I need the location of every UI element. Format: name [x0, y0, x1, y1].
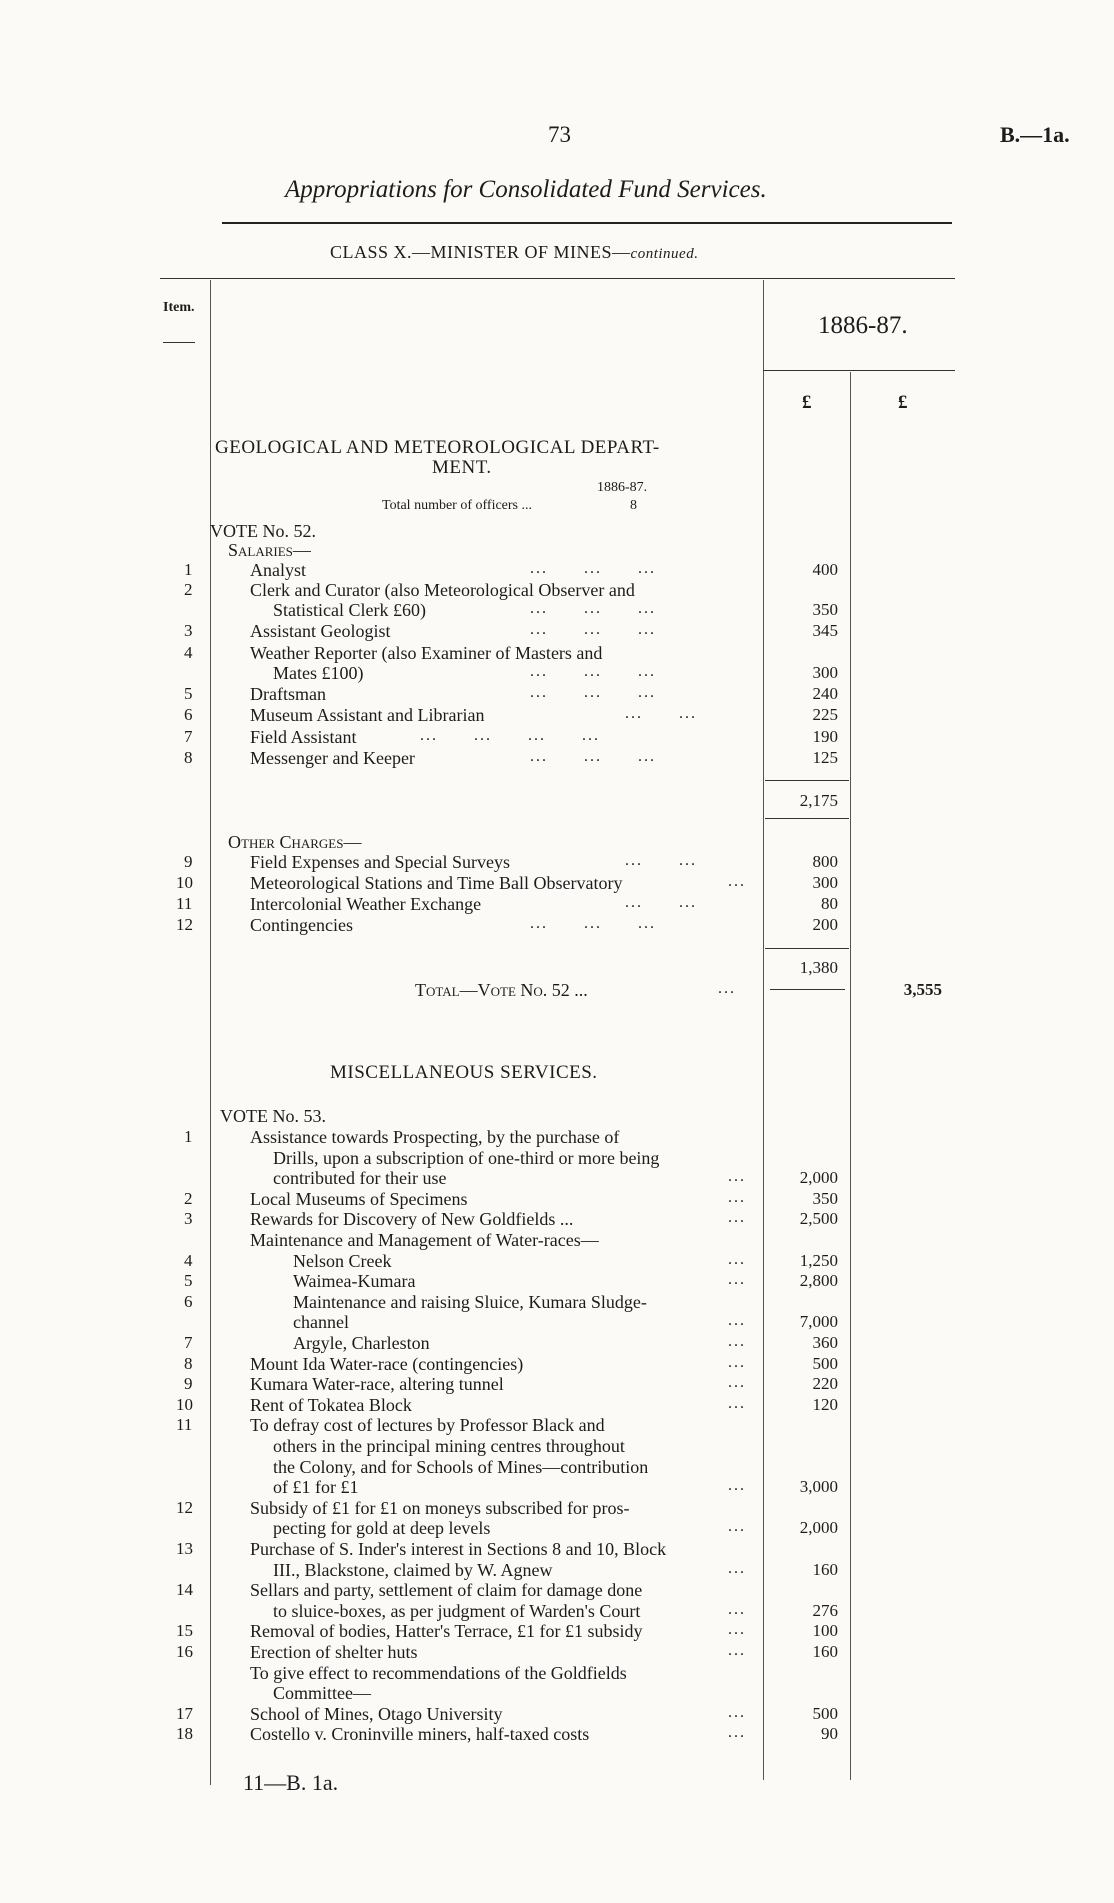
- leader-dots: ...: [728, 1560, 746, 1577]
- misc-desc: To give effect to recommendations of the Goldfields: [250, 1663, 627, 1683]
- leader-dots: ...: [728, 1724, 746, 1741]
- misc-desc: Rewards for Discovery of New Goldfields ...: [250, 1209, 574, 1229]
- misc-item-num: 4: [184, 1251, 193, 1270]
- leader-dots: ...: [728, 1333, 746, 1350]
- misc-item-num: 6: [184, 1292, 193, 1311]
- misc-amount: 360: [812, 1333, 838, 1352]
- leader-dots: ... ... ...: [530, 600, 656, 617]
- salary-desc: Analyst: [250, 560, 306, 580]
- other-desc: Field Expenses and Special Surveys: [250, 852, 510, 872]
- other-item-num: 12: [176, 915, 193, 934]
- leader-dots: ... ... ...: [530, 663, 656, 680]
- misc-desc: Mount Ida Water-race (contingencies): [250, 1354, 524, 1374]
- misc-item-num: 17: [176, 1704, 193, 1723]
- salary-item-num: 3: [184, 621, 193, 640]
- leader-dots: ...: [728, 1354, 746, 1371]
- misc-item-num: 9: [184, 1374, 193, 1393]
- table-top-rule: [160, 278, 955, 279]
- misc-desc-cont: contributed for their use: [273, 1168, 447, 1188]
- leader-dots: ...: [728, 1374, 746, 1391]
- misc-amount: 2,000: [799, 1518, 838, 1537]
- salary-amount: 350: [812, 600, 838, 619]
- footer-signature: 11—B. 1a.: [243, 1770, 339, 1795]
- misc-amount: 90: [821, 1724, 838, 1743]
- other-item-num: 11: [176, 894, 193, 913]
- leader-dots: ...: [728, 873, 746, 890]
- leader-dots: ... ... ...: [530, 560, 656, 577]
- misc-amount: 276: [812, 1601, 838, 1620]
- misc-amount: 350: [812, 1189, 838, 1208]
- salary-amount: 225: [812, 705, 838, 724]
- salary-desc: Clerk and Curator (also Meteorological Observer and: [250, 580, 635, 600]
- officers-label: Total number of officers ...: [382, 498, 532, 513]
- leader-dots: ...: [728, 1704, 746, 1721]
- leader-dots: ... ... ...: [530, 684, 656, 701]
- salaries-subtotal: 2,175: [799, 791, 838, 810]
- salary-desc: Draftsman: [250, 684, 326, 704]
- misc-desc: Nelson Creek: [293, 1251, 392, 1271]
- misc-amount: 160: [812, 1560, 838, 1579]
- misc-amount: 3,000: [799, 1477, 838, 1496]
- salaries-rule: [765, 780, 849, 781]
- amount-column-line: [763, 280, 764, 1780]
- misc-desc: Maintenance and raising Sluice, Kumara Sludge-: [293, 1292, 647, 1312]
- misc-item-num: 5: [184, 1271, 193, 1290]
- leader-dots: ...: [728, 1209, 746, 1226]
- salary-desc: Weather Reporter (also Examiner of Masters and: [250, 643, 603, 663]
- misc-title: MISCELLANEOUS SERVICES.: [330, 1062, 598, 1083]
- misc-item-num: 1: [184, 1127, 193, 1146]
- misc-amount: 500: [812, 1354, 838, 1373]
- misc-item-num: 14: [176, 1580, 193, 1599]
- vote-52-label: VOTE No. 52.: [210, 521, 316, 541]
- misc-item-num: 11: [176, 1415, 193, 1434]
- salary-desc-cont: Mates £100): [273, 663, 364, 683]
- leader-dots: ... ... ... ...: [420, 727, 600, 744]
- leader-dots: ...: [728, 1189, 746, 1206]
- class-heading: [330, 242, 698, 263]
- salary-amount: 345: [812, 621, 838, 640]
- vote-52-total-label: Total—Vote No. 52 ...: [415, 980, 588, 1000]
- page-title: Appropriations for Consolidated Fund Services.: [285, 176, 767, 203]
- vote-52-total-amount: 3,555: [903, 980, 942, 999]
- salary-amount: 190: [812, 727, 838, 746]
- geological-title-line2: MENT.: [432, 457, 492, 478]
- misc-desc-cont: the Colony, and for Schools of Mines—contribution: [273, 1457, 649, 1477]
- misc-amount: 120: [812, 1395, 838, 1414]
- misc-desc: Costello v. Croninville miners, half-taxed costs: [250, 1724, 590, 1744]
- pound-header-2: £: [898, 392, 908, 413]
- year-header: 1886-87.: [818, 312, 908, 339]
- leader-dots: ...: [728, 1477, 746, 1494]
- item-header-rule: [163, 342, 195, 343]
- class-continued: continued.: [630, 246, 699, 262]
- misc-desc: Maintenance and Management of Water-races—: [250, 1230, 599, 1250]
- leader-dots: ...: [728, 1518, 746, 1535]
- other-charges-label: Other Charges—: [228, 832, 362, 852]
- item-column-header: Item.: [163, 300, 195, 315]
- leader-dots: ...: [728, 1271, 746, 1288]
- vote-53-label: VOTE No. 53.: [220, 1106, 326, 1126]
- leader-dots: ... ... ...: [530, 748, 656, 765]
- misc-item-num: 13: [176, 1539, 193, 1558]
- misc-desc-cont: of £1 for £1: [273, 1477, 359, 1497]
- geological-year-small: 1886-87.: [597, 480, 648, 495]
- salary-amount: 125: [812, 748, 838, 767]
- misc-desc: Waimea-Kumara: [293, 1271, 416, 1291]
- misc-desc-cont: channel: [293, 1312, 349, 1332]
- leader-dots: ...: [728, 1251, 746, 1268]
- other-desc: Meteorological Stations and Time Ball Observatory: [250, 873, 623, 893]
- misc-amount: 7,000: [799, 1312, 838, 1331]
- misc-desc: Sellars and party, settlement of claim for damage done: [250, 1580, 643, 1600]
- salary-amount: 300: [812, 663, 838, 682]
- title-rule: [222, 222, 952, 224]
- officers-count: 8: [630, 498, 637, 513]
- misc-desc: Assistance towards Prospecting, by the purchase of: [250, 1127, 620, 1147]
- salary-amount: 400: [812, 560, 838, 579]
- salary-desc: Field Assistant: [250, 727, 357, 747]
- salary-item-num: 4: [184, 643, 193, 662]
- geological-title-line1: GEOLOGICAL AND METEOROLOGICAL DEPART-: [215, 437, 660, 458]
- other-desc: Intercolonial Weather Exchange: [250, 894, 482, 914]
- page-number: 73: [548, 122, 571, 147]
- misc-desc: Removal of bodies, Hatter's Terrace, £1 for £1 subsidy: [250, 1621, 643, 1641]
- other-desc: Contingencies: [250, 915, 353, 935]
- leader-dots: ...: [728, 1601, 746, 1618]
- other-item-num: 9: [184, 852, 193, 871]
- misc-amount: 2,800: [799, 1271, 838, 1290]
- subtotal-column-line: [850, 372, 851, 1780]
- leader-dots: ...: [728, 1395, 746, 1412]
- leader-dots: ... ... ...: [530, 915, 656, 932]
- salary-desc: Messenger and Keeper: [250, 748, 415, 768]
- misc-desc: Erection of shelter huts: [250, 1642, 418, 1662]
- salaries-label: Salaries—: [228, 540, 311, 560]
- salary-desc-cont: Statistical Clerk £60): [273, 600, 426, 620]
- misc-desc: Local Museums of Specimens: [250, 1189, 468, 1209]
- year-rule: [763, 370, 955, 371]
- other-amount: 200: [812, 915, 838, 934]
- misc-amount: 160: [812, 1642, 838, 1661]
- leader-dots: ...: [718, 980, 736, 997]
- salary-item-num: 6: [184, 705, 193, 724]
- other-subtotal: 1,380: [799, 958, 838, 977]
- misc-item-num: 7: [184, 1333, 193, 1352]
- salary-item-num: 2: [184, 580, 193, 599]
- misc-desc: Purchase of S. Inder's interest in Sections 8 and 10, Block: [250, 1539, 667, 1559]
- other-amount: 80: [821, 894, 838, 913]
- misc-item-num: 2: [184, 1189, 193, 1208]
- pound-header-1: £: [802, 392, 812, 413]
- misc-item-num: 18: [176, 1724, 193, 1743]
- other-subtotal-rule: [770, 989, 845, 990]
- misc-desc-cont: others in the principal mining centres throughout: [273, 1436, 625, 1456]
- misc-item-num: 3: [184, 1209, 193, 1228]
- misc-desc-cont: to sluice-boxes, as per judgment of Warden's Court: [273, 1601, 641, 1621]
- misc-amount: 2,000: [799, 1168, 838, 1187]
- leader-dots: ... ...: [625, 894, 697, 911]
- misc-amount: 100: [812, 1621, 838, 1640]
- other-amount: 300: [812, 873, 838, 892]
- salaries-subtotal-rule: [765, 818, 849, 819]
- misc-desc: Rent of Tokatea Block: [250, 1395, 412, 1415]
- misc-desc-cont: Drills, upon a subscription of one-third or more being: [273, 1148, 660, 1168]
- misc-desc: Subsidy of £1 for £1 on moneys subscribed for pros-: [250, 1498, 630, 1518]
- leader-dots: ...: [728, 1168, 746, 1185]
- misc-item-num: 8: [184, 1354, 193, 1373]
- misc-desc-cont: pecting for gold at deep levels: [273, 1518, 491, 1538]
- misc-item-num: 15: [176, 1621, 193, 1640]
- misc-desc-cont: III., Blackstone, claimed by W. Agnew: [273, 1560, 553, 1580]
- misc-amount: 1,250: [799, 1251, 838, 1270]
- salary-item-num: 5: [184, 684, 193, 703]
- salary-desc: Assistant Geologist: [250, 621, 391, 641]
- misc-desc-cont: Committee—: [273, 1683, 371, 1703]
- salary-item-num: 7: [184, 727, 193, 746]
- salary-item-num: 8: [184, 748, 193, 767]
- misc-amount: 220: [812, 1374, 838, 1393]
- misc-desc: School of Mines, Otago University: [250, 1704, 503, 1724]
- misc-desc: Kumara Water-race, altering tunnel: [250, 1374, 504, 1394]
- misc-amount: 2,500: [799, 1209, 838, 1228]
- misc-desc: Argyle, Charleston: [293, 1333, 430, 1353]
- leader-dots: ...: [728, 1312, 746, 1329]
- misc-amount: 500: [812, 1704, 838, 1723]
- misc-item-num: 16: [176, 1642, 193, 1661]
- page-reference: B.—1a.: [1000, 122, 1070, 147]
- leader-dots: ... ...: [625, 705, 697, 722]
- misc-item-num: 10: [176, 1395, 193, 1414]
- leader-dots: ...: [728, 1621, 746, 1638]
- leader-dots: ...: [728, 1642, 746, 1659]
- other-amount: 800: [812, 852, 838, 871]
- leader-dots: ... ...: [625, 852, 697, 869]
- other-item-num: 10: [176, 873, 193, 892]
- leader-dots: ... ... ...: [530, 621, 656, 638]
- item-column-line: [210, 280, 211, 1785]
- misc-desc: To defray cost of lectures by Professor Black and: [250, 1415, 605, 1435]
- salary-amount: 240: [812, 684, 838, 703]
- salary-desc: Museum Assistant and Librarian: [250, 705, 485, 725]
- other-rule: [765, 948, 849, 949]
- misc-item-num: 12: [176, 1498, 193, 1517]
- salary-item-num: 1: [184, 560, 193, 579]
- class-title: CLASS X.—MINISTER OF MINES—: [330, 242, 631, 262]
